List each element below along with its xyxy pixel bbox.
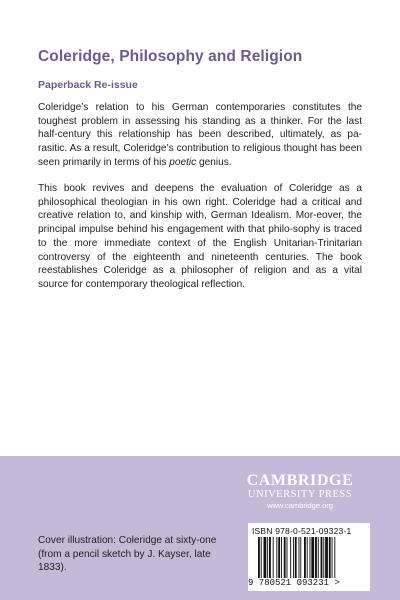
barcode-bar — [264, 537, 267, 578]
barcode-bar — [298, 537, 299, 578]
publisher-logo: CAMBRIDGE — [246, 472, 354, 489]
barcode-bar — [293, 537, 294, 578]
barcode-bar — [267, 537, 268, 578]
publisher-subname: UNIVERSITY PRESS — [247, 489, 353, 500]
book-title: Coleridge, Philosophy and Religion — [38, 48, 303, 65]
barcode-bar — [278, 537, 280, 578]
description-text: Coleridge’s relation to his German contemporaries constitutes the toughest problem in assessing his standing as a thinker. For the last half-century this relationship has been described, ultimately, as pa-rasitic. As a result, Coleridge’s contribution to religious thought has been seen primarily in terms of his — [38, 102, 362, 168]
barcode-bar — [304, 537, 306, 578]
isbn-label: ISBN 978-0-521-09323-1 — [252, 526, 352, 536]
isbn-barcode-box — [248, 523, 370, 591]
barcode-digits: 9 780521 093231 > — [248, 578, 340, 588]
barcode-bar — [281, 537, 282, 578]
barcode-bar — [325, 537, 328, 578]
emphasis-text: poetic — [169, 156, 197, 168]
barcode-bar — [300, 537, 301, 578]
barcode-bar — [310, 537, 311, 578]
cover-illustration-credit: Cover illustration: Coleridge at sixty-one (from a pencil sketch by J. Kayser, late 1833). — [38, 535, 217, 574]
barcode-bar — [311, 537, 314, 578]
barcode-bar — [334, 537, 335, 578]
barcode-bar — [307, 537, 308, 578]
barcode-bar — [290, 537, 291, 578]
barcode-bar — [323, 537, 324, 578]
description-text-end: genius. — [196, 156, 232, 168]
publisher-url: www.cambridge.org — [267, 501, 333, 510]
barcode-bar — [276, 537, 277, 578]
edition-label: Paperback Re-issue — [38, 79, 138, 91]
barcode-bar — [332, 537, 333, 578]
barcode-bar — [321, 537, 323, 578]
barcode-bar — [318, 537, 319, 578]
barcode-bar — [273, 537, 274, 578]
barcode-bar — [329, 537, 331, 578]
barcode-bar — [258, 537, 260, 578]
description-paragraph-1 — [38, 101, 362, 170]
description-paragraph-2: This book revives and deepens the evaluation of Coleridge as a philosophical theologian in his own right. Coleridge had a critical and creative relation to, and kinship with, German Idealism. Mor-eover, the principal impulse behind his engagement with that philo-sophy is traced to the more immediate context of the English Unitarian-Trinitarian controversy of the eighteenth and nineteenth centuries. The book reestablishes Coleridge as a philosopher of religion and as a vital source for contemporary theological reflection. — [38, 183, 362, 290]
barcode-bar — [315, 537, 317, 578]
barcode-bar — [284, 537, 286, 578]
barcode-graphic — [258, 537, 362, 578]
barcode-bar — [287, 537, 288, 578]
barcode-bar — [261, 537, 262, 578]
barcode-bar — [295, 537, 297, 578]
barcode-bar — [269, 537, 271, 578]
